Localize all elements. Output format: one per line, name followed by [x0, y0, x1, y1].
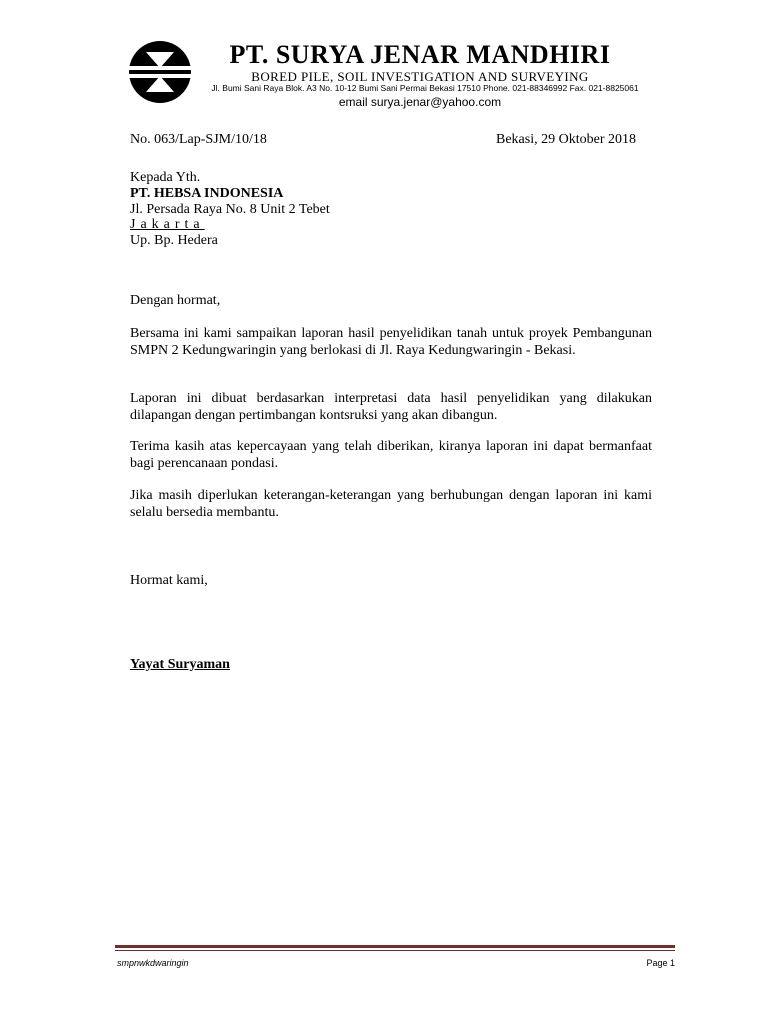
- body-paragraph: Jika masih diperlukan keterangan-keterangan yang berhubungan dengan laporan ini kami selalu bersedia membantu.: [130, 488, 652, 520]
- signer-name: Yayat Suryaman: [130, 657, 230, 672]
- letter-number: No. 063/Lap-SJM/10/18: [130, 132, 267, 147]
- salutation: Dengan hormat,: [130, 293, 221, 308]
- recipient-city: Jakarta: [130, 217, 205, 232]
- company-address: Jl. Bumi Sani Raya Blok. A3 No. 10-12 Bumi Sani Permai Bekasi 17510 Phone. 021-88346992 Fax. 021-8825061: [211, 83, 639, 93]
- company-tagline: BORED PILE, SOIL INVESTIGATION AND SURVEYING: [251, 69, 589, 84]
- company-logo-icon: [128, 40, 192, 104]
- closing: Hormat kami,: [130, 573, 208, 588]
- letter-date: Bekasi, 29 Oktober 2018: [496, 132, 636, 147]
- recipient-label: Kepada Yth.: [130, 170, 201, 185]
- recipient-name: PT. HEBSA INDONESIA: [130, 186, 284, 201]
- company-email: email surya.jenar@yahoo.com: [338, 95, 502, 109]
- page-number: Page 1: [646, 958, 675, 968]
- footer-document-name: smpnwkdwaringin: [117, 958, 189, 968]
- footer-divider-thin: [115, 950, 675, 951]
- footer-divider: [115, 945, 675, 948]
- recipient-address: Jl. Persada Raya No. 8 Unit 2 Tebet: [130, 202, 330, 217]
- body-paragraph: Bersama ini kami sampaikan laporan hasil penyelidikan tanah untuk proyek Pembangunan SMPN 2 Kedungwaringin yang berlokasi di Jl. Raya Kedungwaringin - Bekasi.: [130, 326, 652, 358]
- body-paragraph: Laporan ini dibuat berdasarkan interpretasi data hasil penyelidikan yang dilakukan dilapangan dengan pertimbangan kontsruksi yang akan dibangun.: [130, 391, 652, 423]
- recipient-attention: Up. Bp. Hedera: [130, 233, 218, 248]
- company-name: PT. SURYA JENAR MANDHIRI: [229, 40, 611, 69]
- body-paragraph: Terima kasih atas kepercayaan yang telah diberikan, kiranya laporan ini dapat bermanfaat bagi perencanaan pondasi.: [130, 439, 652, 471]
